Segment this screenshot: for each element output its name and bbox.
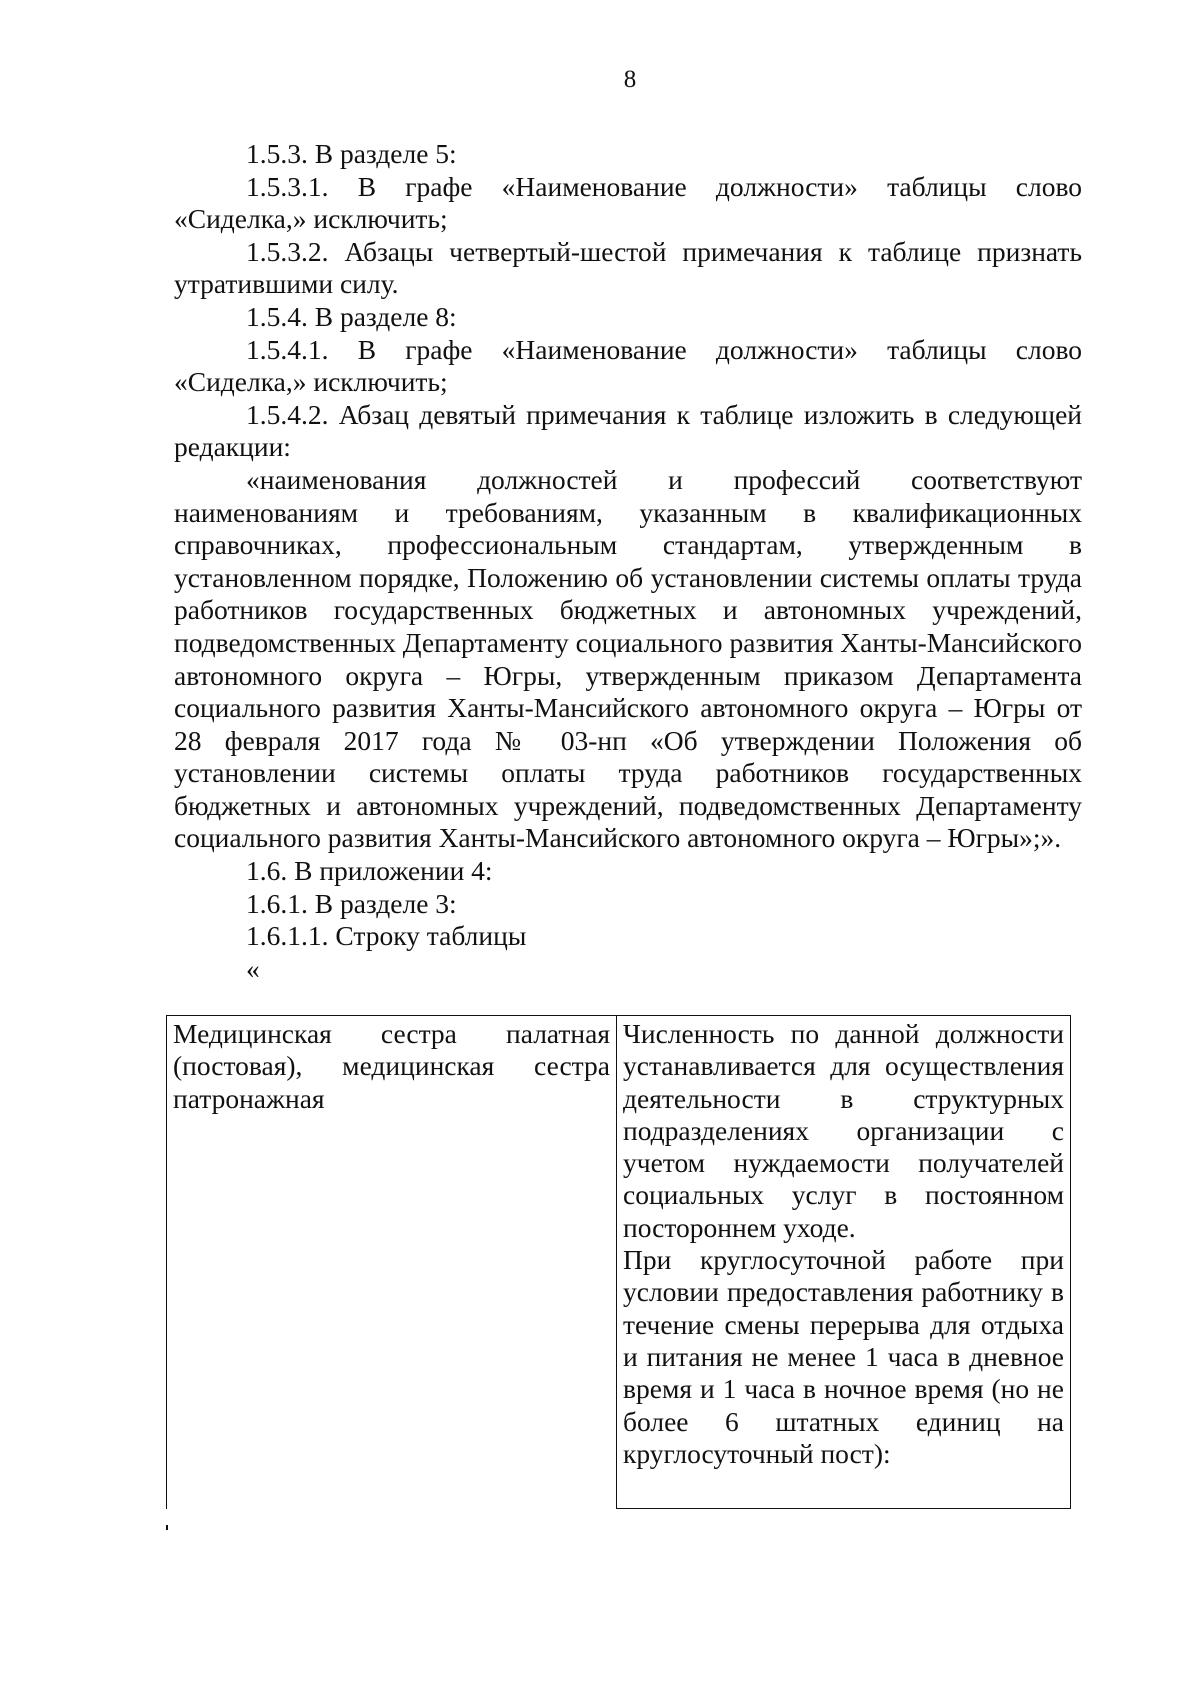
paragraph-1-5-4-2: 1.5.4.2. Абзац девятый примечания к таблице изложить в следующей редакции:: [174, 398, 1082, 463]
paragraph-1-5-3-1: 1.5.3.1. В графе «Наименование должности» таблицы слово «Сиделка,» исключить;: [174, 170, 1082, 235]
paragraph-1-5-4: 1.5.4. В разделе 8:: [246, 300, 457, 332]
table-left-border-tail: [166, 1525, 168, 1530]
table-row: [167, 1016, 1071, 1509]
page-number: 8: [623, 66, 637, 93]
staffing-note-cell: [617, 1016, 1071, 1509]
paragraph-1-5-3-2: 1.5.3.2. Абзацы четвертый-шестой примечания к таблице признать утратившими силу.: [174, 235, 1082, 300]
position-name-cell: Медицинская сестра палатная (постовая), медицинская сестра патронажная: [167, 1016, 617, 1509]
document-body: [174, 138, 1082, 985]
staffing-note-paragraph-2: При круглосуточной работе при условии предоставления работнику в течение смены перерыва для отдыха и питания не менее 1 часа в дневное время и 1 часа в ночное время (но не более 6 штатных единиц на круглосуточный пост):: [623, 1244, 1064, 1469]
staffing-note-paragraph-1: Численность по данной должности устанавливается для осуществления деятельности в структурных подразделениях организации с учетом нуждаемости получателей социальных услуг в постоянном постороннем уходе.: [623, 1018, 1064, 1243]
paragraph-1-5-3: 1.5.3. В разделе 5:: [246, 138, 457, 169]
quoted-new-wording: «наименования должностей и профессий соответствуют наименованиям и требованиям, указанным в квалификационных справочниках, профессиональным стандартам, утвержденным в установленном порядке, Положению об установлении системы оплаты труда работников государственных бюджетных и автономных учреждений, подведомственных Департаменту социального развития Ханты-Мансийского автономного округа – Югры, утвержденным приказом Департамента социального развития Ханты-Мансийского автономного округа – Югры от 28 февраля 2017 года № 03-нп «Об утверждении Положения об установлении системы оплаты труда работников государственных бюджетных и автономных учреждений, подведомственных Департаменту социального развития Ханты-Мансийского автономного округа – Югры»;».: [174, 463, 1082, 854]
paragraph-1-6: 1.6. В приложении 4:: [246, 855, 493, 887]
opening-quote-mark: «: [246, 952, 260, 984]
paragraph-1-6-1-1: 1.6.1.1. Строку таблицы: [246, 920, 527, 952]
paragraph-1-5-4-1: 1.5.4.1. В графе «Наименование должности» таблицы слово «Сиделка,» исключить;: [174, 333, 1082, 398]
paragraph-1-6-1: 1.6.1. В разделе 3:: [246, 887, 457, 919]
table-row-excerpt: [166, 1015, 1071, 1509]
